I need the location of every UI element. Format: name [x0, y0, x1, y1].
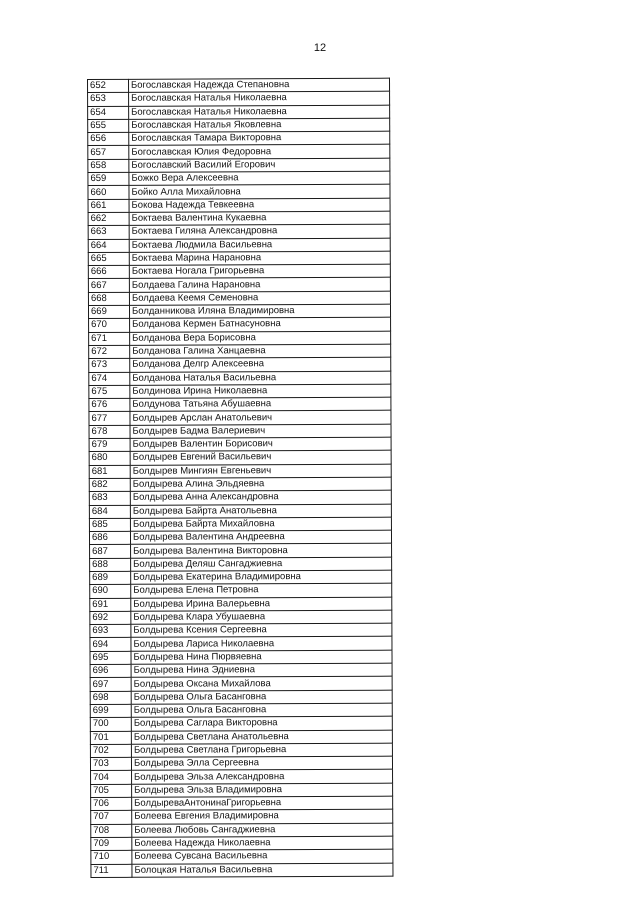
table-row: [88, 224, 390, 239]
row-full-name: Боктаева Марина Нарановна: [129, 251, 390, 265]
table-row: [88, 171, 390, 186]
row-number: 666: [88, 265, 129, 278]
table-row: [90, 756, 392, 771]
row-number: 674: [89, 372, 130, 385]
row-number: 687: [90, 545, 131, 558]
row-number: 678: [89, 425, 130, 438]
name-list-table: [87, 78, 393, 878]
row-number: 668: [88, 292, 129, 305]
table-row: [90, 716, 392, 731]
row-number: 683: [89, 492, 130, 505]
row-full-name: Бокова Надежда Тевкеевна: [129, 198, 390, 212]
table-row: [90, 730, 392, 745]
row-number: 655: [88, 119, 129, 132]
row-number: 664: [88, 239, 129, 252]
row-full-name: Болдырев Валентин Борисович: [130, 437, 391, 451]
row-number: 699: [90, 704, 131, 717]
table-row: [89, 397, 391, 412]
table-row: [89, 344, 391, 359]
table-row: [88, 131, 390, 146]
row-number: 675: [89, 385, 130, 398]
table-row: [90, 677, 392, 692]
row-number: 656: [88, 133, 129, 146]
table-row: [88, 158, 390, 173]
row-number: 707: [91, 811, 132, 824]
table-row: [88, 78, 390, 93]
row-full-name: Болдырева Ирина Валерьевна: [131, 597, 392, 611]
row-full-name: Болдырева Валентина Викторовна: [131, 544, 392, 558]
row-full-name: Болдырева Саглара Викторовна: [131, 716, 392, 730]
table-row: [89, 450, 391, 465]
row-number: 704: [91, 771, 132, 784]
row-full-name: Болдырева Оксана Михайлова: [131, 677, 392, 691]
table-row: [90, 743, 392, 758]
row-full-name: Болдырева Анна Александровна: [130, 490, 391, 504]
table-row: [90, 650, 392, 665]
row-number: 663: [88, 226, 129, 239]
table-row: [89, 464, 391, 479]
row-full-name: Болдырева Клара Убушаевна: [131, 610, 392, 624]
table-row: [88, 118, 390, 133]
row-number: 658: [88, 159, 129, 172]
row-number: 689: [90, 571, 131, 584]
table-row: [89, 437, 391, 452]
row-number: 708: [91, 824, 132, 837]
row-number: 662: [88, 212, 129, 225]
table-row: [90, 663, 392, 678]
row-number: 694: [90, 638, 131, 651]
table-row: [90, 703, 392, 718]
row-full-name: Бойко Алла Михайловна: [129, 185, 390, 199]
row-full-name: Богославская Тамара Викторовна: [129, 131, 390, 145]
row-number: 693: [90, 624, 131, 637]
row-full-name: Болдырева Нина Эдниевна: [131, 663, 392, 677]
table-row: [90, 597, 392, 612]
row-number: 686: [89, 531, 130, 544]
row-full-name: Болдырева Екатерина Владимировна: [131, 570, 392, 584]
row-number: 653: [88, 93, 129, 106]
row-full-name: Болдырева Валентина Андреевна: [130, 530, 391, 544]
name-list-body: [88, 78, 393, 877]
row-full-name: Богославский Василий Егорович: [129, 158, 390, 172]
row-number: 670: [89, 319, 130, 332]
table-row: [88, 91, 390, 106]
row-full-name: Болданникова Иляна Владимировна: [129, 304, 390, 318]
row-number: 691: [90, 598, 131, 611]
table-row: [88, 145, 390, 160]
table-row: [89, 504, 391, 519]
table-row: [88, 264, 390, 279]
row-full-name: Болдырева Светлана Анатольевна: [131, 730, 392, 744]
table-row: [89, 477, 391, 492]
table-row: [91, 849, 393, 864]
row-full-name: Богославская Наталья Николаевна: [129, 105, 390, 119]
row-full-name: Боктаева Ногала Григорьевна: [129, 264, 390, 278]
row-number: 660: [88, 186, 129, 199]
row-number: 679: [89, 438, 130, 451]
row-full-name: Болдырев Евгений Васильевич: [130, 450, 391, 464]
row-full-name: Богославская Юлия Федоровна: [129, 145, 390, 159]
table-row: [91, 863, 393, 878]
row-full-name: Болданова Галина Ханцаевна: [130, 344, 391, 358]
row-full-name: Болданова Кермен Батнасуновна: [130, 318, 391, 332]
row-number: 709: [91, 837, 132, 850]
row-number: 672: [89, 345, 130, 358]
row-full-name: Болдырева Ольга Басанговна: [131, 703, 392, 717]
row-full-name: Болдырева Елена Петровна: [131, 583, 392, 597]
row-full-name: Болоцкая Наталья Васильевна: [132, 863, 393, 877]
row-number: 665: [88, 252, 129, 265]
row-full-name: Болдырев Бадма Валериевич: [130, 424, 391, 438]
table-row: [88, 278, 390, 293]
table-row: [90, 690, 392, 705]
row-full-name: Болдаева Кеемя Семеновна: [129, 291, 390, 305]
row-full-name: Болдырев Мингиян Евгеньевич: [130, 464, 391, 478]
row-number: 669: [88, 305, 129, 318]
table-row: [88, 211, 390, 226]
row-full-name: Богославская Наталья Николаевна: [129, 91, 390, 105]
row-full-name: Божко Вера Алексеевна: [129, 171, 390, 185]
row-full-name: Болдаева Галина Нарановна: [129, 278, 390, 292]
row-full-name: Болдырева Деляш Сангаджиевна: [131, 557, 392, 571]
row-full-name: Болданова Наталья Васильевна: [130, 371, 391, 385]
row-full-name: Болдырева Ольга Басанговна: [131, 690, 392, 704]
row-number: 657: [88, 146, 129, 159]
row-number: 661: [88, 199, 129, 212]
row-number: 654: [88, 106, 129, 119]
row-number: 710: [91, 851, 132, 864]
row-number: 697: [90, 678, 131, 691]
table-row: [91, 823, 393, 838]
row-full-name: Болдырева Алина Эльдяевна: [130, 477, 391, 491]
row-full-name: Болеева Надежда Николаевна: [132, 836, 393, 850]
row-number: 685: [89, 518, 130, 531]
table-row: [91, 770, 393, 785]
table-row: [89, 411, 391, 426]
table-row: [89, 384, 391, 399]
row-full-name: Болдырева Светлана Григорьевна: [131, 743, 392, 757]
row-full-name: Болдырева Эльза Владимировна: [132, 783, 393, 797]
row-full-name: Боктаева Людмила Васильевна: [129, 238, 390, 252]
row-number: 667: [88, 279, 129, 292]
table-row: [88, 185, 390, 200]
row-number: 702: [90, 744, 131, 757]
row-full-name: Болдырева Байрта Анатольевна: [130, 504, 391, 518]
table-row: [90, 610, 392, 625]
row-full-name: Болеева Сувсана Васильевна: [132, 849, 393, 863]
row-number: 652: [88, 79, 129, 92]
row-number: 681: [89, 465, 130, 478]
row-number: 695: [90, 651, 131, 664]
row-full-name: Болеева Любовь Сангаджиевна: [132, 823, 393, 837]
row-number: 696: [90, 664, 131, 677]
row-full-name: Болдырева Нина Пюрвяевна: [131, 650, 392, 664]
row-full-name: Болданова Делгр Алексеевна: [130, 357, 391, 371]
row-full-name: Болдырев Арслан Анатольевич: [130, 411, 391, 425]
table-row: [89, 530, 391, 545]
table-row: [89, 517, 391, 532]
row-number: 703: [90, 757, 131, 770]
table-row: [90, 570, 392, 585]
page-number: 12: [313, 42, 327, 54]
row-number: 705: [91, 784, 132, 797]
table-row: [89, 490, 391, 505]
row-number: 684: [89, 505, 130, 518]
row-number: 682: [89, 478, 130, 491]
row-number: 688: [90, 558, 131, 571]
row-full-name: Болдырева Байрта Михайловна: [130, 517, 391, 531]
row-full-name: Болданова Вера Борисовна: [130, 331, 391, 345]
table-row: [89, 424, 391, 439]
table-row: [91, 836, 393, 851]
table-row: [90, 557, 392, 572]
table-row: [88, 291, 390, 306]
table-row: [89, 357, 391, 372]
table-row: [90, 544, 392, 559]
row-number: 676: [89, 398, 130, 411]
row-number: 673: [89, 359, 130, 372]
row-full-name: Боктаева Валентина Кукаевна: [129, 211, 390, 225]
table-row: [89, 318, 391, 333]
table-row: [90, 623, 392, 638]
table-row: [88, 198, 390, 213]
table-row: [90, 583, 392, 598]
row-full-name: Болеева Евгения Владимировна: [132, 810, 393, 824]
row-full-name: Болдырева Лариса Николаевна: [131, 637, 392, 651]
table-row: [90, 637, 392, 652]
row-full-name: Богославская Надежда Степановна: [129, 78, 390, 92]
row-number: 680: [89, 452, 130, 465]
row-number: 677: [89, 412, 130, 425]
row-full-name: Болдырева Ксения Сергеевна: [131, 623, 392, 637]
row-number: 698: [90, 691, 131, 704]
row-full-name: Боктаева Гиляна Александровна: [129, 224, 390, 238]
table-row: [88, 105, 390, 120]
row-full-name: Болдинова Ирина Николаевна: [130, 384, 391, 398]
row-number: 700: [90, 718, 131, 731]
table-row: [91, 796, 393, 811]
row-number: 659: [88, 172, 129, 185]
table-row: [91, 783, 393, 798]
row-full-name: БолдыреваАнтонинаГригорьевна: [132, 796, 393, 810]
row-number: 671: [89, 332, 130, 345]
table-row: [88, 251, 390, 266]
table-row: [91, 810, 393, 825]
row-number: 706: [91, 797, 132, 810]
table-row: [89, 371, 391, 386]
row-full-name: Болдырева Эльза Александровна: [132, 770, 393, 784]
table-row: [88, 304, 390, 319]
row-full-name: Болдырева Элла Сергеевна: [131, 756, 392, 770]
table-row: [88, 238, 390, 253]
table-row: [89, 331, 391, 346]
row-number: 690: [90, 585, 131, 598]
row-number: 701: [90, 731, 131, 744]
row-full-name: Болдунова Татьяна Абушаевна: [130, 397, 391, 411]
row-number: 711: [91, 864, 132, 877]
row-full-name: Богославская Наталья Яковлевна: [129, 118, 390, 132]
row-number: 692: [90, 611, 131, 624]
